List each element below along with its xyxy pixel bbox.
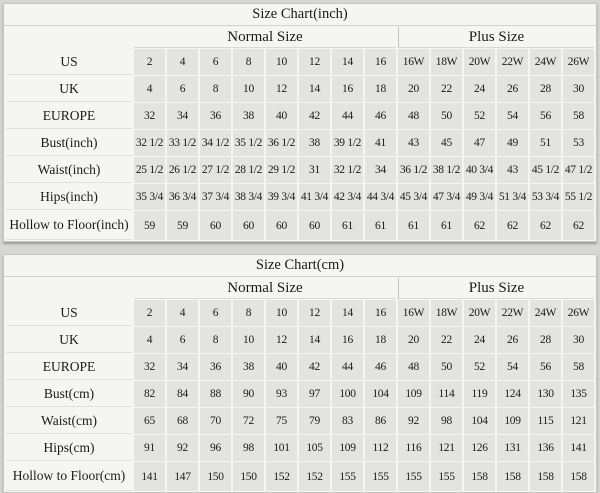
size-value-cell: 36 3/4 [167,184,198,210]
size-value-cell: 130 [530,381,561,407]
size-value-cell: 45 [431,130,462,156]
size-value-cell: 10 [233,76,264,102]
size-value-cell: 38 [233,103,264,129]
size-value-cell: 60 [200,211,231,240]
size-value-cell: 158 [530,462,561,491]
size-value-cell: 47 3/4 [431,184,462,210]
size-value-cell: 121 [563,408,594,434]
size-value-cell: 65 [134,408,165,434]
size-value-cell: 155 [365,462,396,491]
size-value-cell: 24W [530,300,561,326]
group-header-plus-size: Plus Size [398,27,594,48]
size-chart-cm-header [6,278,594,299]
size-value-cell: 18 [365,76,396,102]
size-value-cell: 24W [530,49,561,75]
size-value-cell: 30 [563,327,594,353]
size-value-cell: 131 [497,435,528,461]
size-value-cell: 109 [497,408,528,434]
size-value-cell: 35 1/2 [233,130,264,156]
size-value-cell: 46 [365,103,396,129]
size-value-cell: 35 3/4 [134,184,165,210]
size-value-cell: 22W [497,300,528,326]
row-label: Waist(inch) [6,157,132,183]
size-value-cell: 39 1/2 [332,130,363,156]
size-value-cell: 32 [134,103,165,129]
size-value-cell: 60 [299,211,330,240]
size-value-cell: 6 [167,327,198,353]
table-row [6,103,594,129]
size-value-cell: 24 [464,76,495,102]
size-value-cell: 147 [167,462,198,491]
size-value-cell: 14 [299,327,330,353]
size-value-cell: 51 3/4 [497,184,528,210]
size-value-cell: 6 [167,76,198,102]
size-value-cell: 90 [233,381,264,407]
size-value-cell: 79 [299,408,330,434]
size-value-cell: 56 [530,354,561,380]
row-label: EUROPE [6,103,132,129]
size-value-cell: 97 [299,381,330,407]
size-value-cell: 92 [398,408,429,434]
size-value-cell: 60 [266,211,297,240]
size-value-cell: 155 [332,462,363,491]
size-value-cell: 62 [530,211,561,240]
table-row [6,408,594,434]
size-chart-cm-body [6,300,594,491]
size-value-cell: 8 [233,49,264,75]
size-value-cell: 14 [299,76,330,102]
size-value-cell: 93 [266,381,297,407]
row-label: Hips(inch) [6,184,132,210]
size-value-cell: 37 3/4 [200,184,231,210]
size-value-cell: 16 [332,76,363,102]
size-value-cell: 16W [398,300,429,326]
row-label: Waist(cm) [6,408,132,434]
size-value-cell: 6 [200,49,231,75]
size-value-cell: 20W [464,300,495,326]
size-chart-inch-panel [3,3,597,242]
size-value-cell: 39 3/4 [266,184,297,210]
row-label: Bust(inch) [6,130,132,156]
size-value-cell: 62 [563,211,594,240]
size-value-cell: 135 [563,381,594,407]
size-value-cell: 10 [233,327,264,353]
size-value-cell: 26W [563,49,594,75]
size-chart-cm-panel [3,254,597,493]
size-value-cell: 100 [332,381,363,407]
size-value-cell: 16 [365,49,396,75]
size-value-cell: 34 [167,103,198,129]
row-label: Bust(cm) [6,381,132,407]
table-row [6,157,594,183]
size-value-cell: 60 [233,211,264,240]
size-value-cell: 10 [266,300,297,326]
size-value-cell: 45 3/4 [398,184,429,210]
size-value-cell: 61 [398,211,429,240]
size-value-cell: 158 [563,462,594,491]
size-value-cell: 38 [299,130,330,156]
size-value-cell: 12 [299,300,330,326]
size-value-cell: 4 [167,300,198,326]
size-value-cell: 8 [233,300,264,326]
size-value-cell: 141 [563,435,594,461]
size-value-cell: 40 [266,103,297,129]
size-value-cell: 52 [464,103,495,129]
size-value-cell: 22W [497,49,528,75]
size-value-cell: 98 [233,435,264,461]
size-value-cell: 14 [332,300,363,326]
size-chart-inch-body [6,49,594,240]
size-value-cell: 84 [167,381,198,407]
size-value-cell: 42 [299,103,330,129]
size-value-cell: 155 [431,462,462,491]
size-value-cell: 50 [431,103,462,129]
size-value-cell: 24 [464,327,495,353]
size-value-cell: 101 [266,435,297,461]
table-row [6,300,594,326]
size-value-cell: 61 [365,211,396,240]
size-value-cell: 40 3/4 [464,157,495,183]
size-value-cell: 47 [464,130,495,156]
size-value-cell: 96 [200,435,231,461]
size-value-cell: 48 [398,103,429,129]
size-value-cell: 41 [365,130,396,156]
size-value-cell: 54 [497,354,528,380]
size-chart-cm-title: Size Chart(cm) [4,255,596,277]
size-value-cell: 4 [167,49,198,75]
size-chart-inch-table [4,26,596,241]
size-value-cell: 33 1/2 [167,130,198,156]
group-header-plus-size: Plus Size [398,278,594,299]
row-label: Hips(cm) [6,435,132,461]
size-value-cell: 6 [200,300,231,326]
size-value-cell: 20 [398,76,429,102]
table-row [6,76,594,102]
size-chart-inch-header [6,27,594,48]
size-value-cell: 12 [299,49,330,75]
size-value-cell: 136 [530,435,561,461]
table-row [6,327,594,353]
row-label: Hollow to Floor(cm) [6,462,132,491]
size-value-cell: 42 [299,354,330,380]
size-value-cell: 68 [167,408,198,434]
size-value-cell: 152 [299,462,330,491]
table-row [6,49,594,75]
group-header-row [6,27,594,48]
size-value-cell: 12 [266,327,297,353]
size-value-cell: 72 [233,408,264,434]
size-value-cell: 8 [200,327,231,353]
size-value-cell: 18 [365,327,396,353]
size-value-cell: 49 [497,130,528,156]
size-value-cell: 51 [530,130,561,156]
table-row [6,435,594,461]
size-value-cell: 86 [365,408,396,434]
corner-cell [6,27,132,48]
table-row [6,130,594,156]
row-label: US [6,300,132,326]
size-value-cell: 32 [134,354,165,380]
size-value-cell: 62 [464,211,495,240]
size-value-cell: 61 [431,211,462,240]
group-header-row [6,278,594,299]
table-row [6,462,594,491]
size-value-cell: 61 [332,211,363,240]
size-value-cell: 22 [431,76,462,102]
size-value-cell: 20 [398,327,429,353]
size-value-cell: 10 [266,49,297,75]
size-value-cell: 4 [134,327,165,353]
size-value-cell: 114 [431,381,462,407]
size-value-cell: 121 [431,435,462,461]
corner-cell [6,278,132,299]
size-value-cell: 26 [497,327,528,353]
table-row [6,354,594,380]
size-value-cell: 4 [134,76,165,102]
size-value-cell: 112 [365,435,396,461]
size-value-cell: 18W [431,300,462,326]
size-value-cell: 104 [365,381,396,407]
row-label: EUROPE [6,354,132,380]
size-value-cell: 38 1/2 [431,157,462,183]
size-value-cell: 150 [233,462,264,491]
row-label: US [6,49,132,75]
size-value-cell: 16W [398,49,429,75]
size-chart-inch-title: Size Chart(inch) [4,4,596,26]
size-value-cell: 58 [563,354,594,380]
size-value-cell: 34 1/2 [200,130,231,156]
size-value-cell: 158 [464,462,495,491]
size-chart-cm-table [4,277,596,492]
size-value-cell: 8 [200,76,231,102]
size-value-cell: 45 1/2 [530,157,561,183]
size-value-cell: 34 [167,354,198,380]
size-value-cell: 43 [398,130,429,156]
size-value-cell: 12 [266,76,297,102]
size-value-cell: 27 1/2 [200,157,231,183]
size-value-cell: 115 [530,408,561,434]
size-value-cell: 50 [431,354,462,380]
size-value-cell: 141 [134,462,165,491]
size-value-cell: 119 [464,381,495,407]
size-value-cell: 20W [464,49,495,75]
size-value-cell: 25 1/2 [134,157,165,183]
table-row [6,381,594,407]
size-value-cell: 44 [332,103,363,129]
size-value-cell: 59 [134,211,165,240]
size-value-cell: 53 [563,130,594,156]
size-value-cell: 26 1/2 [167,157,198,183]
size-value-cell: 16 [365,300,396,326]
size-value-cell: 29 1/2 [266,157,297,183]
size-value-cell: 88 [200,381,231,407]
size-value-cell: 28 1/2 [233,157,264,183]
size-value-cell: 32 1/2 [134,130,165,156]
size-value-cell: 91 [134,435,165,461]
size-value-cell: 36 [200,354,231,380]
size-value-cell: 28 [530,76,561,102]
size-value-cell: 41 3/4 [299,184,330,210]
size-value-cell: 49 3/4 [464,184,495,210]
size-value-cell: 22 [431,327,462,353]
size-value-cell: 43 [497,157,528,183]
group-header-normal-size: Normal Size [134,27,396,48]
size-value-cell: 40 [266,354,297,380]
size-value-cell: 36 1/2 [266,130,297,156]
size-value-cell: 53 3/4 [530,184,561,210]
size-value-cell: 150 [200,462,231,491]
size-value-cell: 52 [464,354,495,380]
table-row [6,211,594,240]
size-value-cell: 2 [134,300,165,326]
size-value-cell: 30 [563,76,594,102]
size-value-cell: 105 [299,435,330,461]
size-value-cell: 83 [332,408,363,434]
size-value-cell: 70 [200,408,231,434]
size-value-cell: 62 [497,211,528,240]
size-value-cell: 158 [497,462,528,491]
size-value-cell: 155 [398,462,429,491]
size-value-cell: 26 [497,76,528,102]
size-value-cell: 92 [167,435,198,461]
row-label: UK [6,76,132,102]
size-value-cell: 109 [398,381,429,407]
size-value-cell: 44 3/4 [365,184,396,210]
size-value-cell: 38 [233,354,264,380]
size-value-cell: 44 [332,354,363,380]
size-value-cell: 98 [431,408,462,434]
size-value-cell: 34 [365,157,396,183]
size-value-cell: 54 [497,103,528,129]
size-value-cell: 56 [530,103,561,129]
size-value-cell: 18W [431,49,462,75]
size-value-cell: 104 [464,408,495,434]
table-row [6,184,594,210]
row-label: Hollow to Floor(inch) [6,211,132,240]
size-value-cell: 31 [299,157,330,183]
size-value-cell: 16 [332,327,363,353]
size-value-cell: 58 [563,103,594,129]
size-value-cell: 42 3/4 [332,184,363,210]
size-value-cell: 124 [497,381,528,407]
size-value-cell: 109 [332,435,363,461]
size-value-cell: 46 [365,354,396,380]
size-value-cell: 47 1/2 [563,157,594,183]
size-value-cell: 152 [266,462,297,491]
size-value-cell: 48 [398,354,429,380]
size-value-cell: 28 [530,327,561,353]
size-value-cell: 2 [134,49,165,75]
size-value-cell: 55 1/2 [563,184,594,210]
group-header-normal-size: Normal Size [134,278,396,299]
size-value-cell: 75 [266,408,297,434]
size-value-cell: 59 [167,211,198,240]
size-value-cell: 82 [134,381,165,407]
size-value-cell: 36 [200,103,231,129]
size-value-cell: 36 1/2 [398,157,429,183]
size-value-cell: 26W [563,300,594,326]
row-label: UK [6,327,132,353]
size-value-cell: 116 [398,435,429,461]
size-value-cell: 126 [464,435,495,461]
size-value-cell: 38 3/4 [233,184,264,210]
size-value-cell: 14 [332,49,363,75]
size-value-cell: 32 1/2 [332,157,363,183]
